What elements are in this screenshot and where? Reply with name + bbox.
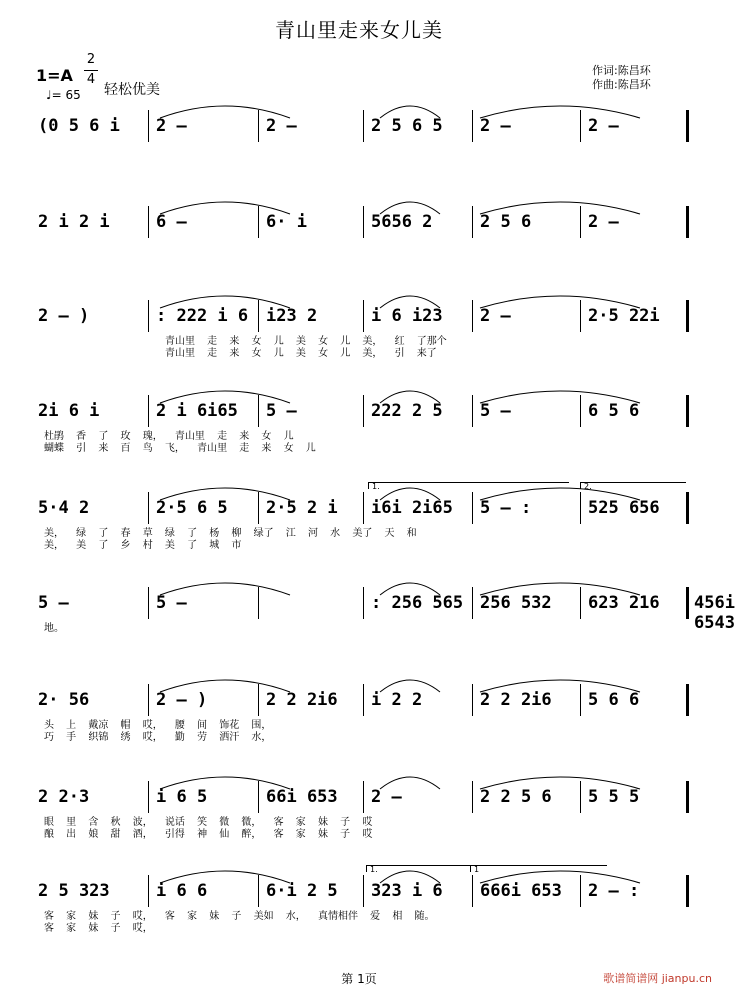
slur-arc [160, 777, 290, 789]
measure-notation: 2 – [156, 116, 187, 136]
slur-arc [480, 777, 640, 789]
slur-layer [0, 476, 718, 506]
slur-arc [160, 583, 290, 595]
slur-layer [0, 94, 718, 124]
measure-notation: (0 5 6 i [38, 116, 120, 136]
slur-layer [0, 859, 718, 889]
measure-notation: 5 5 5 [588, 787, 640, 807]
lyrics-verse-2: 美， 美 了 乡 村 美 了 城 市 [44, 540, 242, 551]
slur-arc [380, 488, 440, 500]
lyrics-verse-1: 杜鹃 香 了 玫 瑰， 青山里 走 来 女 儿 [44, 431, 294, 442]
volta-label: 1 [474, 865, 480, 874]
time-signature-bottom: 4 [86, 72, 96, 87]
tempo-marking: ♩= 65 [46, 88, 81, 102]
slur-layer [0, 571, 718, 601]
measure-notation: i 6 i23 [371, 306, 443, 326]
slur-arc [380, 583, 440, 595]
measure-notation: 5·4 2 [38, 498, 90, 518]
measure-notation: 2 – [588, 116, 619, 136]
lyrics-verse-1: 眼 里 含 秋 波， 说话 笑 微 微， 客 家 妹 子 哎 [44, 817, 373, 828]
slur-arc [380, 680, 440, 692]
measure-notation: 5 6 6 [588, 690, 640, 710]
lyrics-verse-1: 美， 绿 了 春 草 绿 了 杨 柳 绿了 江 河 水 美了 天 和 [44, 528, 417, 539]
volta-bracket [580, 482, 686, 489]
slur-arc [160, 202, 290, 214]
measure-notation: i6i 2i65 [371, 498, 453, 518]
measure-notation: 2 2 5 6 [480, 787, 552, 807]
volta-label: 1. [372, 482, 380, 491]
slur-layer [0, 765, 718, 795]
measure-notation: 222 2 5 [371, 401, 443, 421]
volta-bracket [470, 865, 606, 872]
measure-notation: 2 – [480, 306, 511, 326]
measure-notation: 6 5 6 [588, 401, 640, 421]
measure-notation: 2 2 2i6 [480, 690, 552, 710]
measure-notation: 2 – [371, 787, 402, 807]
page-number: 第 1页 [341, 972, 377, 986]
slur-layer [0, 668, 718, 698]
slur-arc [380, 777, 440, 789]
slur-arc [380, 391, 440, 403]
slur-arc [160, 296, 290, 308]
slur-arc [380, 296, 440, 308]
volta-label: 2. [584, 482, 592, 491]
measure-notation: 2·5 2 i [266, 498, 338, 518]
measure-notation: 2 – : [588, 881, 640, 901]
lyricist-credit: 作词:陈昌环 [592, 64, 651, 77]
time-signature-rule [84, 70, 98, 71]
lyrics-verse-2: 蝴蝶 引 来 百 鸟 飞， 青山里 走 来 女 儿 [44, 443, 316, 454]
measure-notation: 2 – [266, 116, 297, 136]
score-system [0, 690, 718, 770]
slur-arc [160, 391, 290, 403]
measure-notation: 5 – [156, 593, 187, 613]
score-system [0, 212, 718, 292]
lyrics-verse-1: 头 上 戴凉 帽 哎， 腰 间 饰花 围， [44, 720, 272, 731]
measure-notation: 2 2 2i6 [266, 690, 338, 710]
score-system [0, 498, 718, 578]
slur-layer [0, 284, 718, 314]
measure-notation: 5 – [266, 401, 297, 421]
slur-arc [480, 391, 640, 403]
measure-notation: : 256 565 [371, 593, 464, 613]
measure-notation: : 222 i 6 [156, 306, 249, 326]
measure-notation: 2 – ) [156, 690, 208, 710]
measure-notation: 2 i 2 i [38, 212, 110, 232]
slur-arc [480, 202, 640, 214]
measure-notation: 2·5 6 5 [156, 498, 228, 518]
style-marking: 轻松优美 [104, 82, 160, 98]
lyrics-verse-1: 地。 [44, 623, 64, 634]
watermark: 歌谱简谱网 jianpu.cn [603, 972, 712, 985]
slur-arc [480, 106, 640, 118]
measure-notation: 2·5 22i [588, 306, 660, 326]
measure-notation: i 2 2 [371, 690, 423, 710]
measure-notation: 6 – [156, 212, 187, 232]
composer-credit: 作曲:陈昌环 [592, 78, 651, 91]
measure-notation: 2 5 6 5 [371, 116, 443, 136]
time-signature-top: 2 [86, 52, 96, 67]
measure-notation: 5656 2 [371, 212, 433, 232]
score-system [0, 787, 718, 867]
slur-arc [480, 680, 640, 692]
measure-notation: 623 216 [588, 593, 660, 613]
slur-arc [380, 106, 440, 118]
measure-notation: 256 532 [480, 593, 552, 613]
lyrics-verse-2: 巧 手 织锦 绣 哎， 勤 劳 洒汗 水， [44, 732, 272, 743]
score-system [0, 401, 718, 481]
lyrics-verse-2: 客 家 妹 子 哎， [44, 923, 153, 934]
measure-notation: 666i 653 [480, 881, 562, 901]
measure-notation: 2 5 6 [480, 212, 532, 232]
measure-notation: 5 – [38, 593, 69, 613]
slur-layer [0, 379, 718, 409]
slur-arc [160, 871, 290, 883]
lyrics-verse-1: 客 家 妹 子 哎， 客 家 妹 子 美如 水， 真情相伴 爱 相 随。 [44, 911, 435, 922]
volta-bracket [368, 482, 569, 489]
slur-arc [160, 680, 290, 692]
measure-notation: 66i 653 [266, 787, 338, 807]
slur-arc [160, 106, 290, 118]
slur-arc [480, 296, 640, 308]
measure-notation: 456i 6543 [694, 593, 735, 633]
slur-arc [480, 871, 640, 883]
measure-notation: 2 – ) [38, 306, 90, 326]
measure-notation: 2 i 6i65 [156, 401, 238, 421]
measure-notation: 525 656 [588, 498, 660, 518]
measure-notation: 2· 56 [38, 690, 90, 710]
key-signature: 1=A [36, 66, 73, 85]
slur-arc [160, 488, 290, 500]
score-system [0, 116, 718, 196]
slur-arc [480, 488, 640, 500]
measure-notation: i23 2 [266, 306, 318, 326]
measure-notation: 5 – : [480, 498, 532, 518]
measure-notation: 2 2·3 [38, 787, 90, 807]
measure-notation: 323 i 6 [371, 881, 443, 901]
volta-label: 1. [370, 865, 378, 874]
slur-arc [380, 871, 440, 883]
lyrics-verse-2: 酿 出 娘 甜 酒， 引得 神 仙 醉， 客 家 妹 子 哎 [44, 829, 373, 840]
slur-arc [480, 583, 640, 595]
measure-notation: 2i 6 i [38, 401, 100, 421]
measure-notation: 2 5 323 [38, 881, 110, 901]
measure-notation: 6·i 2 5 [266, 881, 338, 901]
score-system [0, 306, 718, 386]
measure-notation: 2 – [588, 212, 619, 232]
measure-notation: 6· i [266, 212, 307, 232]
lyrics-verse-2: 青山里 走 来 女 儿 美 女 儿 美， 引 来了 [165, 348, 437, 359]
score-system [0, 881, 718, 961]
measure-notation: 5 – [480, 401, 511, 421]
score-system [0, 593, 735, 673]
lyrics-verse-1: 青山里 走 来 女 儿 美 女 儿 美， 红 了那个 [165, 336, 447, 347]
slur-arc [380, 202, 440, 214]
page-title: 青山里走来女儿美 [275, 18, 443, 42]
measure-notation: 2 – [480, 116, 511, 136]
slur-layer [0, 190, 718, 220]
measure-notation: i 6 6 [156, 881, 208, 901]
measure-notation: i 6 5 [156, 787, 208, 807]
